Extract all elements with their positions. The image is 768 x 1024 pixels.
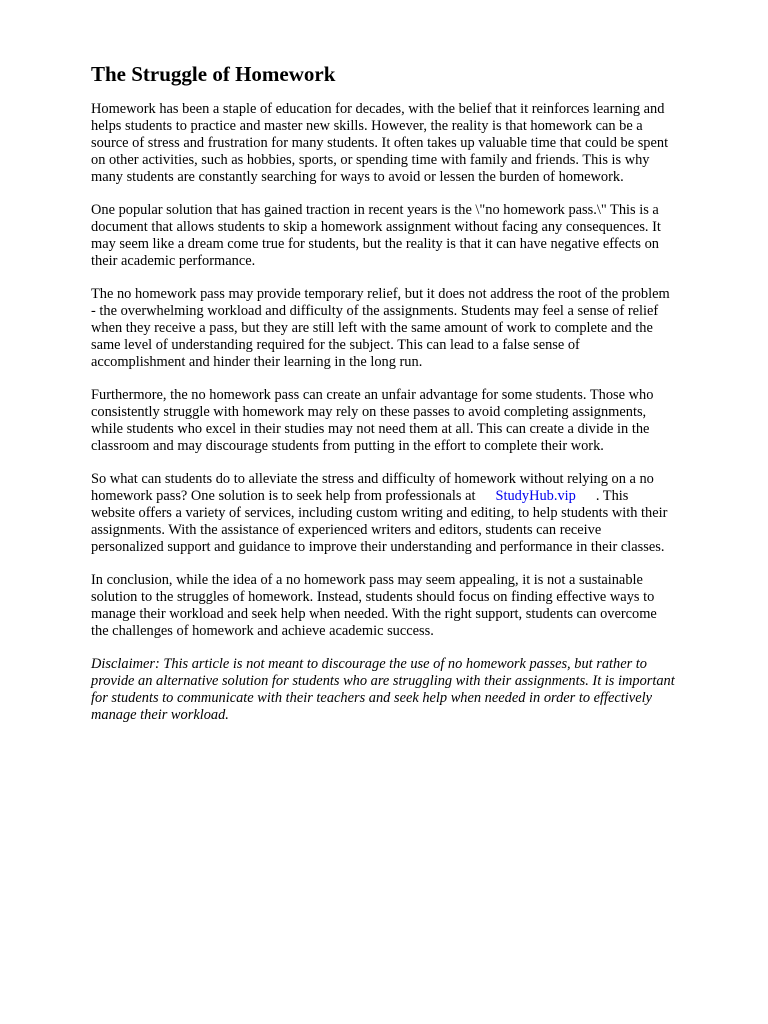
text-line: consistently struggle with homework may rely on these passes to avoid completing assignments, xyxy=(91,404,647,420)
text-line: document that allows students to skip a homework assignment without facing any consequences. It xyxy=(91,219,661,235)
studyhub-link[interactable]: StudyHub.vip xyxy=(495,488,576,504)
paragraph-temporary-relief xyxy=(91,286,731,371)
text-line: same level of understanding required for the subject. This can lead to a false sense of xyxy=(91,337,580,353)
text-line: source of stress and frustration for many students. It often takes up valuable time that could be spent xyxy=(91,135,669,151)
text-line: personalized support and guidance to improve their understanding and performance in their classes. xyxy=(91,539,665,555)
text-line: on other activities, such as hobbies, sports, or spending time with family and friends. This is why xyxy=(91,152,650,168)
text-line: many students are constantly searching for ways to avoid or lessen the burden of homework. xyxy=(91,169,624,185)
text-line: So what can students do to alleviate the stress and difficulty of homework without relying on a no xyxy=(91,471,654,487)
paragraph-intro xyxy=(91,101,731,186)
text-line: helps students to practice and master new skills. However, the reality is that homework can be a xyxy=(91,118,643,134)
text-line: Disclaimer: This article is not meant to discourage the use of no homework passes, but rather to xyxy=(91,656,647,672)
document-title: The Struggle of Homework xyxy=(91,62,336,86)
text-line: while students who excel in their studies may not need them at all. This can create a divide in the xyxy=(91,421,650,437)
text-line: for students to communicate with their teachers and seek help when needed in order to effectively xyxy=(91,690,652,706)
text-line: website offers a variety of services, including custom writing and editing, to help students with their xyxy=(91,505,668,521)
text-line: may seem like a dream come true for students, but the reality is that it can have negative effects on xyxy=(91,236,659,252)
text-line: - the overwhelming workload and difficulty of the assignments. Students may feel a sense of relief xyxy=(91,303,659,319)
text-line: One popular solution that has gained traction in recent years is the \"no homework pass.\" This is a xyxy=(91,202,659,218)
text-line: classroom and may discourage students from putting in the effort to complete their work. xyxy=(91,438,604,454)
text-line: their academic performance. xyxy=(91,253,256,269)
document-page xyxy=(91,60,731,740)
text-segment: homework pass? One solution is to seek help from professionals at xyxy=(91,488,476,504)
text-line: manage their workload. xyxy=(91,707,229,723)
text-segment: . This xyxy=(595,488,629,504)
paragraph-no-homework-pass xyxy=(91,202,731,270)
text-line: The no homework pass may provide temporary relief, but it does not address the root of the problem xyxy=(91,286,670,302)
text-line: accomplishment and hinder their learning in the long run. xyxy=(91,354,423,370)
paragraph-conclusion xyxy=(91,572,731,640)
text-line: when they receive a pass, but they are still left with the same amount of work to complete and the xyxy=(91,320,653,336)
text-line: Homework has been a staple of education for decades, with the belief that it reinforces learning and xyxy=(91,101,665,117)
text-line: solution to the struggles of homework. Instead, students should focus on finding effective ways to xyxy=(91,589,655,605)
text-line-with-link xyxy=(91,488,731,505)
text-line: provide an alternative solution for students who are struggling with their assignments. It is important xyxy=(91,673,675,689)
paragraph-seek-help xyxy=(91,471,731,556)
text-line: assignments. With the assistance of experienced writers and editors, students can receive xyxy=(91,522,602,538)
text-line: In conclusion, while the idea of a no homework pass may seem appealing, it is not a sustainable xyxy=(91,572,643,588)
disclaimer-paragraph xyxy=(91,656,731,724)
text-line: Furthermore, the no homework pass can create an unfair advantage for some students. Those who xyxy=(91,387,654,403)
text-line: manage their workload and seek help when needed. With the right support, students can overcome xyxy=(91,606,657,622)
text-line: the challenges of homework and achieve academic success. xyxy=(91,623,434,639)
paragraph-unfair-advantage xyxy=(91,387,731,455)
